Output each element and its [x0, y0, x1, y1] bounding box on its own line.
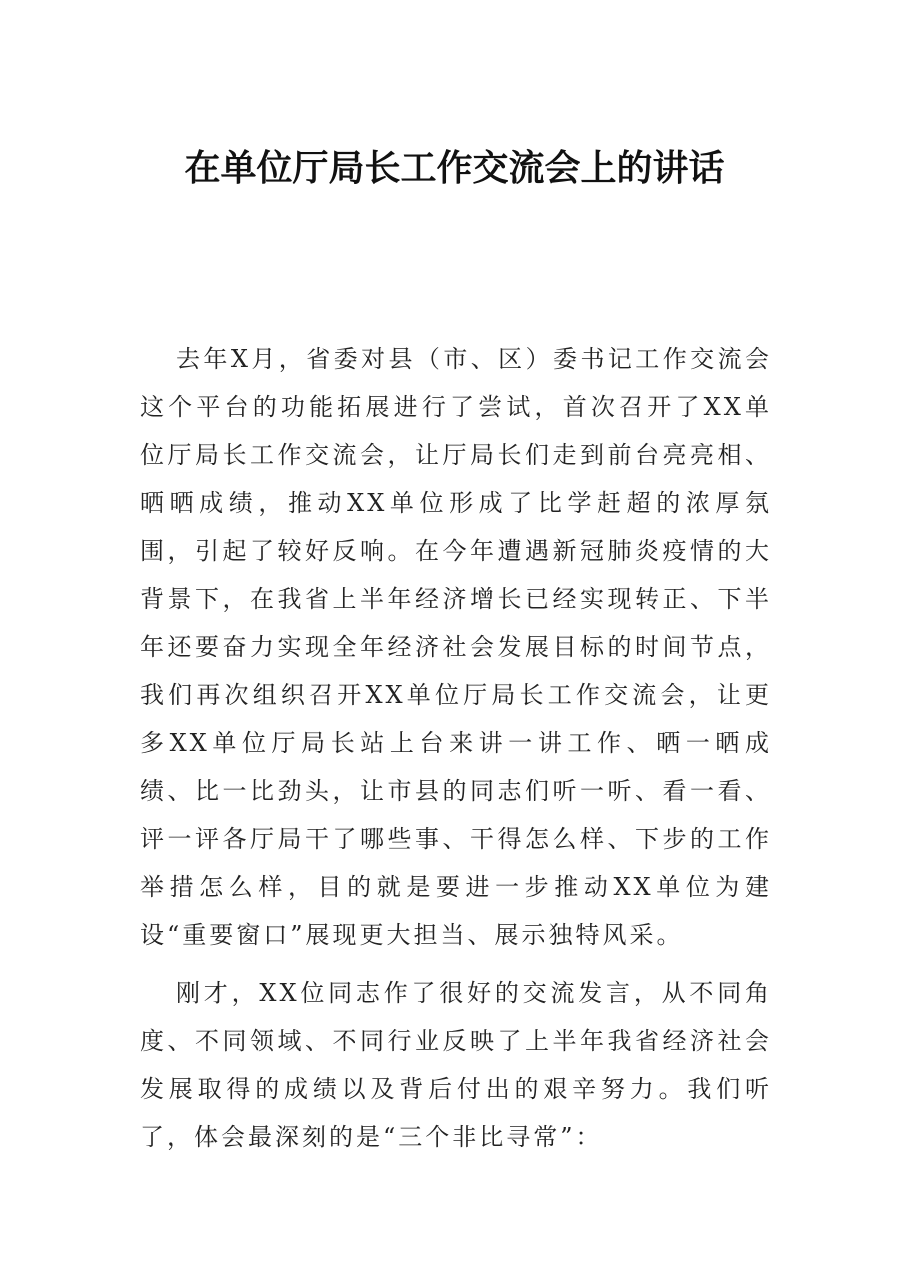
document-title: 在单位厅局长工作交流会上的讲话: [184, 147, 725, 189]
document-body: [140, 335, 772, 1171]
body-paragraph: 去年X月，省委对县（市、区）委书记工作交流会这个平台的功能拓展进行了尝试，首次召开了XX单位厅局长工作交流会，让厅局长们走到前台亮亮相、晒晒成绩，推动XX单位形成了比学赶超的浓厚氛围，引起了较好反响。在今年遭遇新冠肺炎疫情的大背景下，在我省上半年经济增长已经实现转正、下半年还要奋力实现全年经济社会发展目标的时间节点，我们再次组织召开XX单位厅局长工作交流会，让更多XX单位厅局长站上台来讲一讲工作、晒一晒成绩、比一比劲头，让市县的同志们听一听、看一看、评一评各厅局干了哪些事、干得怎么样、下步的工作举措怎么样，目的就是要进一步推动XX单位为建设“重要窗口”展现更大担当、展示独特风采。: [140, 345, 772, 949]
body-paragraph: 刚才，XX位同志作了很好的交流发言，从不同角度、不同领域、不同行业反映了上半年我省经济社会发展取得的成绩以及背后付出的艰辛努力。我们听了，体会最深刻的是“三个非比寻常”：: [140, 979, 772, 1151]
